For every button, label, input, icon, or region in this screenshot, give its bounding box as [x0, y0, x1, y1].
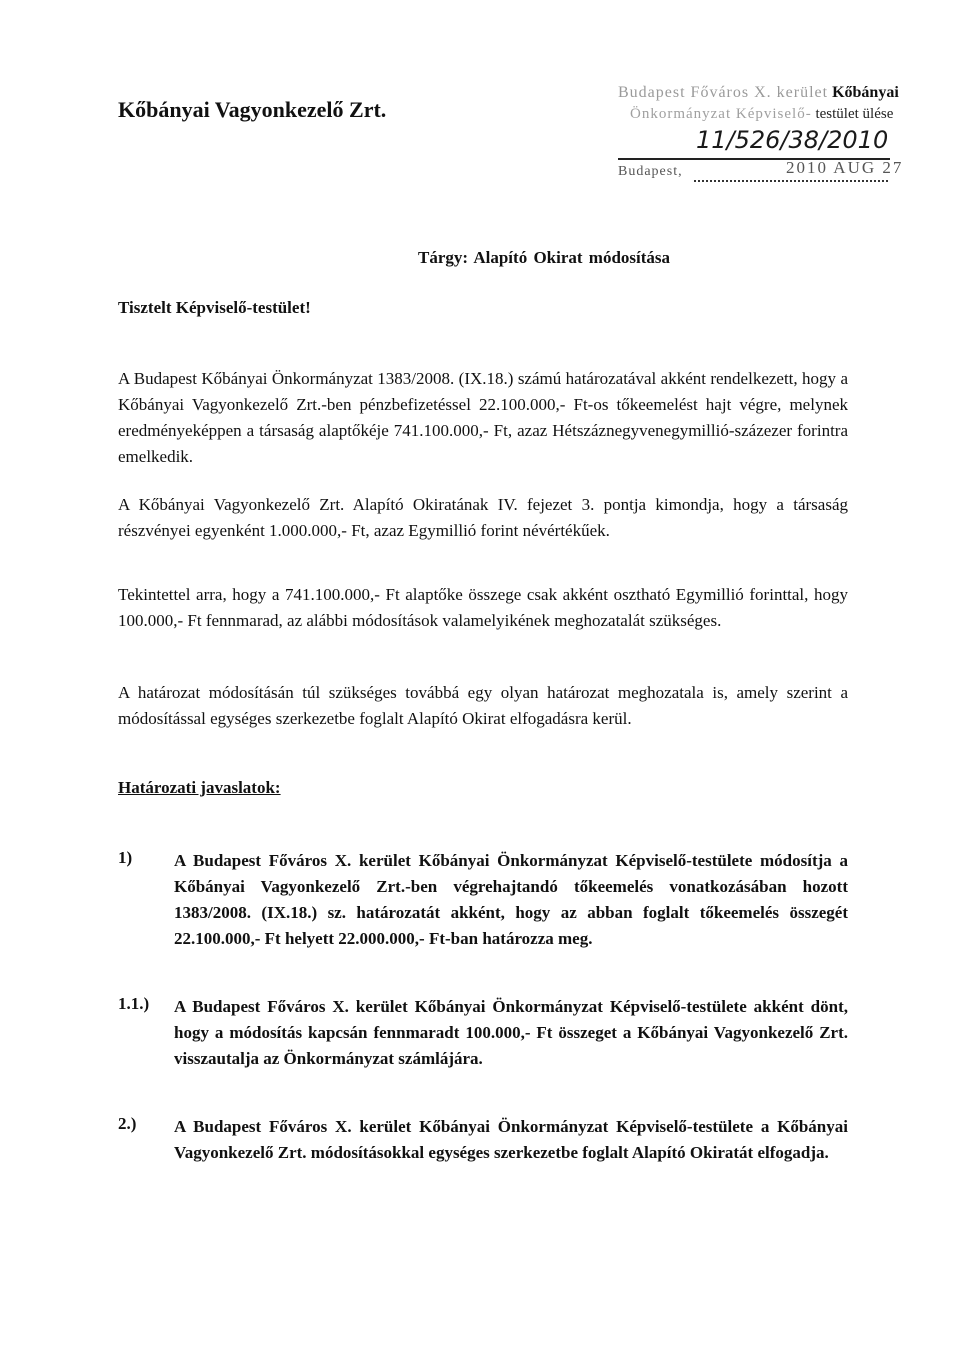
- resolution-text: A Budapest Főváros X. kerület Kőbányai Önkormányzat Képviselő-testülete a Kőbányai Vagyonkezelő Zrt. módosításokkal egységes szerkezetbe foglalt Alapító Okiratát elfogadja.: [174, 1117, 848, 1162]
- stamp-line-2-faint: Önkormányzat Képviselő-: [630, 106, 812, 122]
- paragraph-3: Tekintettel arra, hogy a 741.100.000,- Ft alaptőke összege csak akként osztható Egymillió forinttal, hogy 100.000,- Ft fennmarad, az alábbi módosítások valamelyikének meghozatalát szükséges.: [118, 585, 848, 630]
- salutation: Tisztelt Képviselő-testület!: [118, 298, 311, 317]
- resolutions-heading: Határozati javaslatok:: [118, 778, 281, 797]
- subject-line: Tárgy: Alapító Okirat módosítása: [418, 248, 671, 267]
- stamp-place-text: Budapest,: [618, 164, 683, 179]
- stamp-line-2: [630, 106, 893, 123]
- stamp-dotted-line: [694, 180, 888, 182]
- resolution-number: 1.1.): [118, 994, 150, 1013]
- resolution-text: A Budapest Főváros X. kerület Kőbányai Önkormányzat Képviselő-testülete módosítja a Kőbányai Vagyonkezelő Zrt.-ben végrehajtandó tőkeemelés vonatkozásában hozott 1383/2008. (IX.18.) sz. határozatát akként, hogy az abban foglalt tőkeemelés összegét 22.100.000,- Ft helyett 22.000.000,- Ft-ban határozza meg.: [174, 851, 848, 948]
- paragraph-2: A Kőbányai Vagyonkezelő Zrt. Alapító Okiratának IV. fejezet 3. pontja kimondja, hogy a társaság részvényei egyenként 1.000.000,- Ft, azaz Egymillió forint névértékűek.: [118, 495, 848, 540]
- resolution-number: 2.): [118, 1114, 137, 1133]
- paragraph-4: A határozat módosításán túl szükséges továbbá egy olyan határozat meghozatala is, amely szerint a módosítással egységes szerkezetbe foglalt Alapító Okirat elfogadásra kerül.: [118, 683, 848, 728]
- paragraph-1: A Budapest Kőbányai Önkormányzat 1383/2008. (IX.18.) számú határozatával akként rendelkezett, hogy a Kőbányai Vagyonkezelő Zrt.-ben pénzbefizetéssel 22.100.000,- Ft-os tőkeemelést hajt végre, melynek eredményeképpen a társaság alaptőkéje 741.100.000,- Ft, azaz Hétszáznegyvenegymillió-százezer forintra emelkedik.: [118, 369, 848, 466]
- handwritten-registration-number: 11/526/38/2010: [696, 126, 889, 154]
- company-name: Kőbányai Vagyonkezelő Zrt.: [118, 97, 387, 122]
- stamp-line-2-dark: testület ülése: [815, 106, 894, 122]
- stamp-place: [618, 164, 683, 180]
- stamp-line-1-faint: Budapest Főváros X. kerület: [618, 84, 829, 101]
- registration-stamp: [608, 80, 908, 220]
- resolution-text: A Budapest Főváros X. kerület Kőbányai Önkormányzat Képviselő-testülete akként dönt, hogy a módosítás kapcsán fennmaradt 100.000,- Ft összeget a Kőbányai Vagyonkezelő Zrt. visszautalja az Önkormányzat számlájára.: [174, 997, 848, 1068]
- stamp-line-1: [618, 84, 899, 102]
- resolution-number: 1): [118, 848, 133, 867]
- stamp-date: 2010 AUG 27: [786, 158, 904, 177]
- stamp-line-1-dark: Kőbányai: [832, 84, 899, 101]
